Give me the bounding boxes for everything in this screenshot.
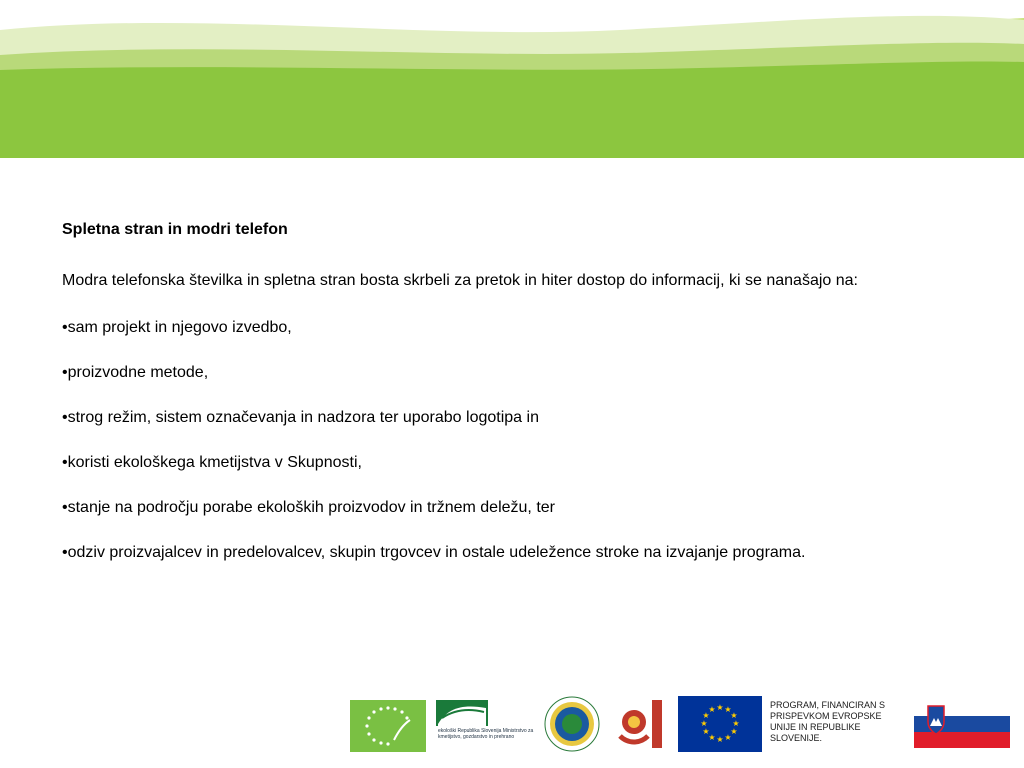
footer-background <box>0 0 1024 158</box>
svg-text:★: ★ <box>708 705 716 714</box>
svg-text:★: ★ <box>702 711 710 720</box>
svg-text:★: ★ <box>700 719 708 728</box>
eu-organic-leaf-logo <box>348 698 428 754</box>
svg-text:★: ★ <box>732 719 740 728</box>
slovenia-flag <box>914 700 1010 748</box>
svg-text:★: ★ <box>724 733 732 742</box>
biodar-logo <box>612 696 664 752</box>
phone-waves-icon: (( <box>52 706 60 720</box>
bullet-item: •sam projekt in njegovo izvedbo, <box>62 319 292 336</box>
content-body <box>62 218 972 586</box>
svg-text:★: ★ <box>708 733 716 742</box>
ekoloski-text: ekološki Republika Slovenija Ministrstvo za kmetijstvo, gozdarstvo in prehrano <box>438 728 534 740</box>
bullet-item: •koristi ekološkega kmetijstva v Skupnosti, <box>62 454 362 471</box>
svg-text:★: ★ <box>716 703 724 712</box>
organic-seal-logo <box>544 696 600 752</box>
section-subtitle: Spletna stran in modri telefon <box>62 221 288 238</box>
svg-text:★: ★ <box>730 711 738 720</box>
phone-number: 080 88 21 <box>62 708 120 722</box>
svg-text:★: ★ <box>716 735 724 744</box>
ekoloski-logo <box>432 698 532 754</box>
eu-url-text: http://ec.europa.eu/agriculture/organic/home_sl <box>25 739 337 752</box>
site-url-text: www.biouzitek.si <box>25 675 146 691</box>
phone-caption: modra številka <box>66 700 99 706</box>
intro-paragraph: Modra telefonska številka in spletna stran bosta skrbeli za pretok in hiter dostop do informacij, ki se nanašajo na: <box>62 272 858 289</box>
svg-text:★: ★ <box>724 705 732 714</box>
bullet-item: •strog režim, sistem označevanja in nadzora ter uporabo logotipa in <box>62 409 539 426</box>
bullet-item: •proizvodne metode, <box>62 364 209 381</box>
eu-flag <box>678 696 762 752</box>
eu-funding-text: PROGRAM, FINANCIRAN S PRISPEVKOM EVROPSKE UNIJE IN REPUBLIKE SLOVENIJE. <box>770 700 886 743</box>
bullet-item: •stanje na področju porabe ekoloških proizvodov in tržnem deležu, ter <box>62 499 555 516</box>
svg-text:★: ★ <box>730 727 738 736</box>
bullet-item: •odziv proizvajalcev in predelovalcev, skupin trgovcev in ostale udeležence stroke na izvajanje programa. <box>62 544 806 561</box>
svg-text:★: ★ <box>702 727 710 736</box>
